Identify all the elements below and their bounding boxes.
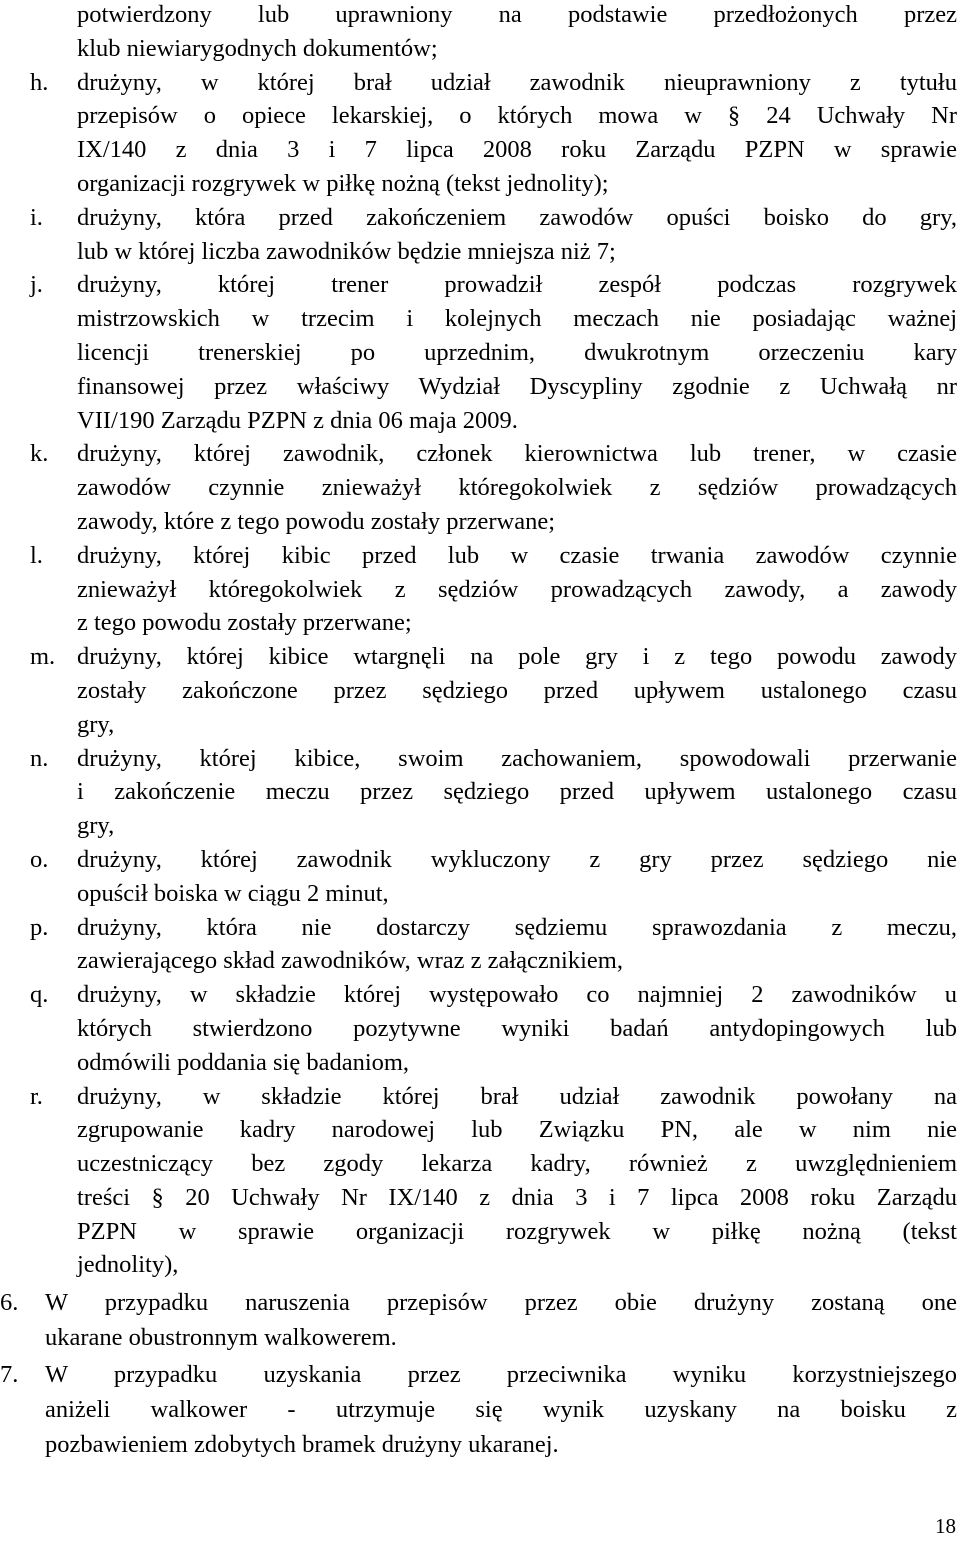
text-line: drużyny, której kibice, swoim zachowaniem, spowodowali przerwanie bbox=[77, 744, 957, 772]
main-item-list bbox=[0, 1285, 957, 1464]
text-line: VII/190 Zarządu PZPN z dnia 06 maja 2009. bbox=[77, 406, 518, 434]
text-line: ukarane obustronnym walkowerem. bbox=[45, 1324, 397, 1351]
sub-item-k bbox=[30, 437, 957, 538]
text-line: gry, bbox=[77, 812, 115, 840]
list-item-text bbox=[77, 1080, 957, 1283]
text-line: drużyny, która przed zakończeniem zawodów opuści boisko do gry, bbox=[77, 203, 957, 231]
text-line: drużyny, której trener prowadził zespół podczas rozgrywek bbox=[77, 271, 957, 299]
main-item-7 bbox=[0, 1357, 957, 1462]
list-item-text bbox=[77, 978, 957, 1079]
list-item-text bbox=[77, 640, 957, 741]
sub-item-continued bbox=[30, 0, 957, 66]
list-marker: j. bbox=[30, 271, 43, 299]
text-line: drużyny, w składzie której brał udział zawodnik powołany na bbox=[77, 1082, 957, 1110]
text-line: potwierdzony lub uprawniony na podstawie przedłożonych przez bbox=[77, 1, 957, 28]
text-line: treści § 20 Uchwały Nr IX/140 z dnia 3 i 7 lipca 2008 roku Zarządu bbox=[77, 1183, 957, 1211]
text-line: IX/140 z dnia 3 i 7 lipca 2008 roku Zarządu PZPN w sprawie bbox=[77, 136, 957, 164]
text-line: W przypadku uzyskania przez przeciwnika wyniku korzystniejszego bbox=[45, 1361, 957, 1388]
text-line: drużyny, w składzie której występowało co najmniej 2 zawodników u bbox=[77, 981, 957, 1009]
text-line: licencji trenerskiej po uprzednim, dwukrotnym orzeczeniu kary bbox=[77, 338, 957, 366]
text-line: PZPN w sprawie organizacji rozgrywek w piłkę nożną (tekst bbox=[77, 1217, 957, 1245]
text-line: zawierającego skład zawodników, wraz z załącznikiem, bbox=[77, 947, 623, 975]
list-item-text bbox=[77, 0, 957, 66]
list-item-text bbox=[77, 201, 957, 269]
sub-item-r bbox=[30, 1080, 957, 1283]
list-marker: p. bbox=[30, 913, 49, 941]
text-line: jednolity), bbox=[77, 1251, 179, 1279]
text-line: aniżeli walkower - utrzymuje się wynik uzyskany na boisku z bbox=[45, 1396, 957, 1423]
text-line: finansowej przez właściwy Wydział Dyscypliny zgodnie z Uchwałą nr bbox=[77, 372, 957, 400]
sub-item-j bbox=[30, 268, 957, 437]
list-item-text bbox=[45, 1285, 957, 1355]
list-item-text bbox=[77, 66, 957, 201]
list-marker: r. bbox=[30, 1082, 43, 1110]
page-number: 18 bbox=[935, 1514, 956, 1538]
sub-item-p bbox=[30, 911, 957, 979]
text-line: zostały zakończone przez sędziego przed upływem ustalonego czasu bbox=[77, 676, 957, 704]
text-line: drużyny, której kibice wtargnęli na pole gry i z tego powodu zawody bbox=[77, 643, 957, 671]
list-marker: m. bbox=[30, 643, 56, 671]
sub-item-list bbox=[30, 0, 957, 1282]
text-line: drużyny, której kibic przed lub w czasie trwania zawodów czynnie bbox=[77, 541, 957, 569]
list-item-text bbox=[77, 437, 957, 538]
list-marker: i. bbox=[30, 203, 43, 231]
list-marker: k. bbox=[30, 440, 49, 468]
list-marker: o. bbox=[30, 845, 49, 873]
list-marker: 6. bbox=[0, 1289, 19, 1316]
sub-item-n bbox=[30, 742, 957, 843]
sub-item-o bbox=[30, 843, 957, 911]
sub-item-q bbox=[30, 978, 957, 1079]
text-line: zawody, które z tego powodu zostały przerwane; bbox=[77, 507, 556, 535]
list-marker: n. bbox=[30, 744, 49, 772]
text-line: gry, bbox=[77, 710, 115, 738]
list-item-text bbox=[45, 1357, 957, 1462]
main-item-6 bbox=[0, 1285, 957, 1355]
text-line: lub w której liczba zawodników będzie mniejsza niż 7; bbox=[77, 237, 616, 265]
text-line: odmówili poddania się badaniom, bbox=[77, 1048, 410, 1076]
sub-item-l bbox=[30, 539, 957, 640]
list-item-text bbox=[77, 742, 957, 843]
text-line: mistrzowskich w trzecim i kolejnych meczach nie posiadając ważnej bbox=[77, 305, 957, 333]
list-item-text bbox=[77, 268, 957, 437]
text-line: W przypadku naruszenia przepisów przez obie drużyny zostaną one bbox=[45, 1289, 957, 1316]
sub-item-i bbox=[30, 201, 957, 269]
text-line: opuścił boiska w ciągu 2 minut, bbox=[77, 879, 389, 907]
sub-item-h bbox=[30, 66, 957, 201]
list-item-text bbox=[77, 539, 957, 640]
text-line: których stwierdzono pozytywne wyniki badań antydopingowych lub bbox=[77, 1014, 957, 1042]
text-line: organizacji rozgrywek w piłkę nożną (tekst jednolity); bbox=[77, 169, 609, 197]
text-line: zgrupowanie kadry narodowej lub Związku PN, ale w nim nie bbox=[77, 1116, 957, 1144]
list-marker bbox=[30, 0, 77, 66]
list-item-text bbox=[77, 911, 957, 979]
text-line: uczestniczący bez zgody lekarza kadry, również z uwzględnieniem bbox=[77, 1150, 957, 1178]
text-line: drużyny, której zawodnik wykluczony z gry przez sędziego nie bbox=[77, 845, 957, 873]
text-line: drużyny, która nie dostarczy sędziemu sprawozdania z meczu, bbox=[77, 913, 957, 941]
list-marker: h. bbox=[30, 68, 49, 96]
text-line: przepisów o opiece lekarskiej, o których mowa w § 24 Uchwały Nr bbox=[77, 102, 957, 130]
text-line: klub niewiarygodnych dokumentów; bbox=[77, 34, 438, 62]
text-line: z tego powodu zostały przerwane; bbox=[77, 609, 412, 637]
list-item-text bbox=[77, 843, 957, 911]
sub-item-m bbox=[30, 640, 957, 741]
text-line: zawodów czynnie znieważył któregokolwiek z sędziów prowadzących bbox=[77, 474, 957, 502]
list-marker: l. bbox=[30, 541, 43, 569]
text-line: pozbawieniem zdobytych bramek drużyny ukaranej. bbox=[45, 1431, 559, 1458]
text-line: i zakończenie meczu przez sędziego przed upływem ustalonego czasu bbox=[77, 778, 957, 806]
text-line: znieważył któregokolwiek z sędziów prowadzących zawody, a zawody bbox=[77, 575, 957, 603]
list-marker: 7. bbox=[0, 1361, 19, 1388]
text-line: drużyny, w której brał udział zawodnik nieuprawniony z tytułu bbox=[77, 68, 957, 96]
text-line: drużyny, której zawodnik, członek kierownictwa lub trener, w czasie bbox=[77, 440, 957, 468]
list-marker: q. bbox=[30, 981, 49, 1009]
